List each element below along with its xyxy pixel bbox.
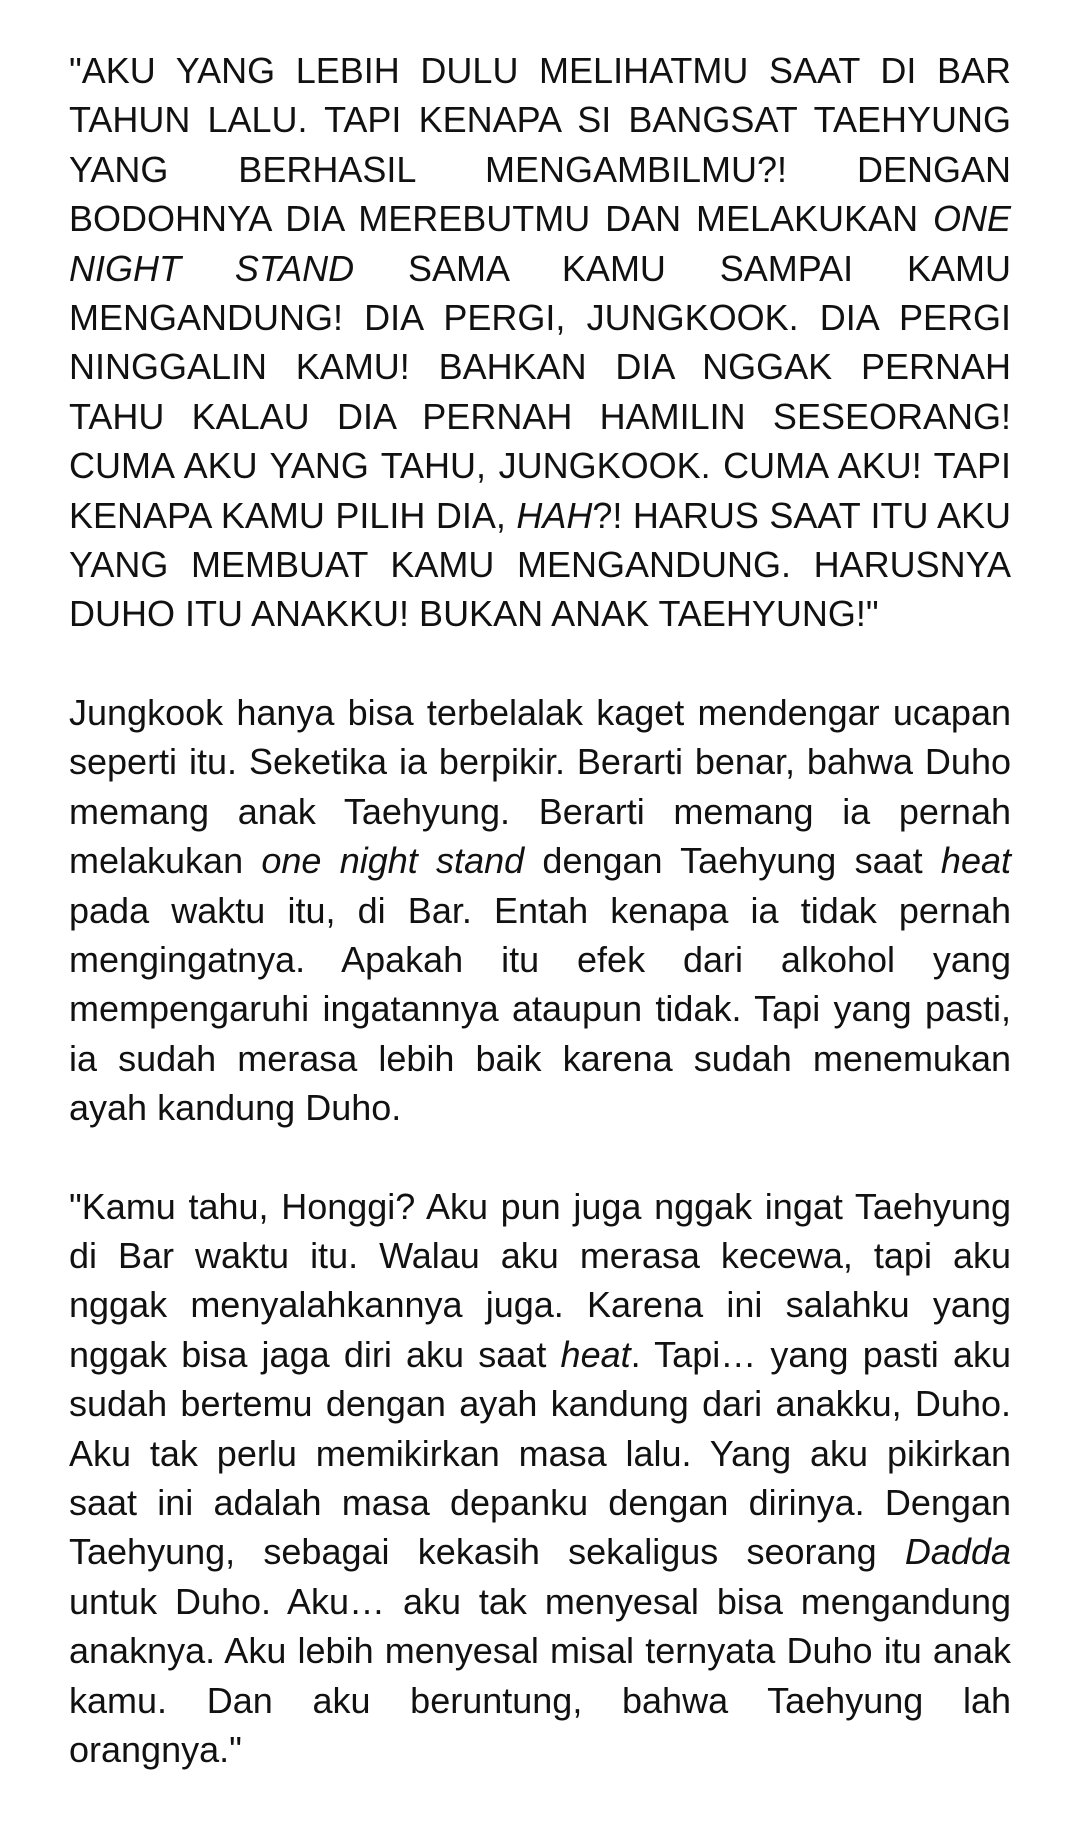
text-run: . Tapi… yang pasti aku sudah bertemu dengan ayah kandung dari anakku, Duho. Aku tak perlu memikirkan masa lalu. Yang aku pikirkan saat ini adalah masa depanku dengan dirinya. Dengan Taehyung, sebagai kekasih sekaligus seorang (69, 1333, 1012, 1573)
text-run: "Kamu tahu, Honggi? Aku pun juga nggak ingat Taehyung di Bar waktu itu. Walau aku merasa kecewa, tapi aku nggak menyalahkannya juga. Karena ini salahku yang nggak bisa jaga diri aku saat (69, 1185, 1011, 1375)
paragraph-narration (69, 688, 1011, 1133)
paragraph-outburst (69, 46, 1011, 639)
italic-text-run: HAH (516, 494, 593, 536)
text-run: Jungkook hanya bisa terbelalak kaget mendengar ucapan seperti itu. Seketika ia berpikir. Berarti benar, bahwa Duho memang anak Taehyung. Berarti memang ia pernah melakukan (69, 691, 1011, 882)
paragraph-reply (69, 1182, 1011, 1775)
italic-text-run: ONE NIGHT STAND (69, 198, 1011, 289)
italic-text-run: heat (940, 840, 1011, 882)
italic-text-run: heat (560, 1333, 631, 1375)
text-run: SAMA KAMU SAMPAI KAMU MENGANDUNG! DIA PERGI, JUNGKOOK. DIA PERGI NINGGALIN KAMU! BAHKAN DIA NGGAK PERNAH TAHU KALAU DIA PERNAH HAMILIN SESEORANG! CUMA AKU YANG TAHU, JUNGKOOK. CUMA AKU! TAPI KENAPA KAMU PILIH DIA, (69, 247, 1011, 536)
text-run: dengan Taehyung saat (524, 840, 941, 882)
text-run: ?! HARUS SAAT ITU AKU YANG MEMBUAT KAMU MENGANDUNG. HARUSNYA DUHO ITU ANAKKU! BUKAN ANAK TAEHYUNG!" (69, 494, 1012, 635)
italic-text-run: one night stand (261, 840, 525, 882)
text-run: untuk Duho. Aku… aku tak menyesal bisa mengandung anaknya. Aku lebih menyesal misal ternyata Duho itu anak kamu. Dan aku beruntung, bahwa Taehyung lah orangnya." (69, 1580, 1011, 1770)
text-run: pada waktu itu, di Bar. Entah kenapa ia tidak pernah mengingatnya. Apakah itu efek dari alkohol yang mempengaruhi ingatannya ataupun tidak. Tapi yang pasti, ia sudah merasa lebih baik karena sudah menemukan ayah kandung Duho. (69, 889, 1011, 1129)
text-run: "AKU YANG LEBIH DULU MELIHATMU SAAT DI BAR TAHUN LALU. TAPI KENAPA SI BANGSAT TAEHYUNG YANG BERHASIL MENGAMBILMU?! DENGAN BODOHNYA DIA MEREBUTMU DAN MELAKUKAN (69, 50, 1011, 240)
italic-text-run: Dadda (904, 1531, 1011, 1573)
